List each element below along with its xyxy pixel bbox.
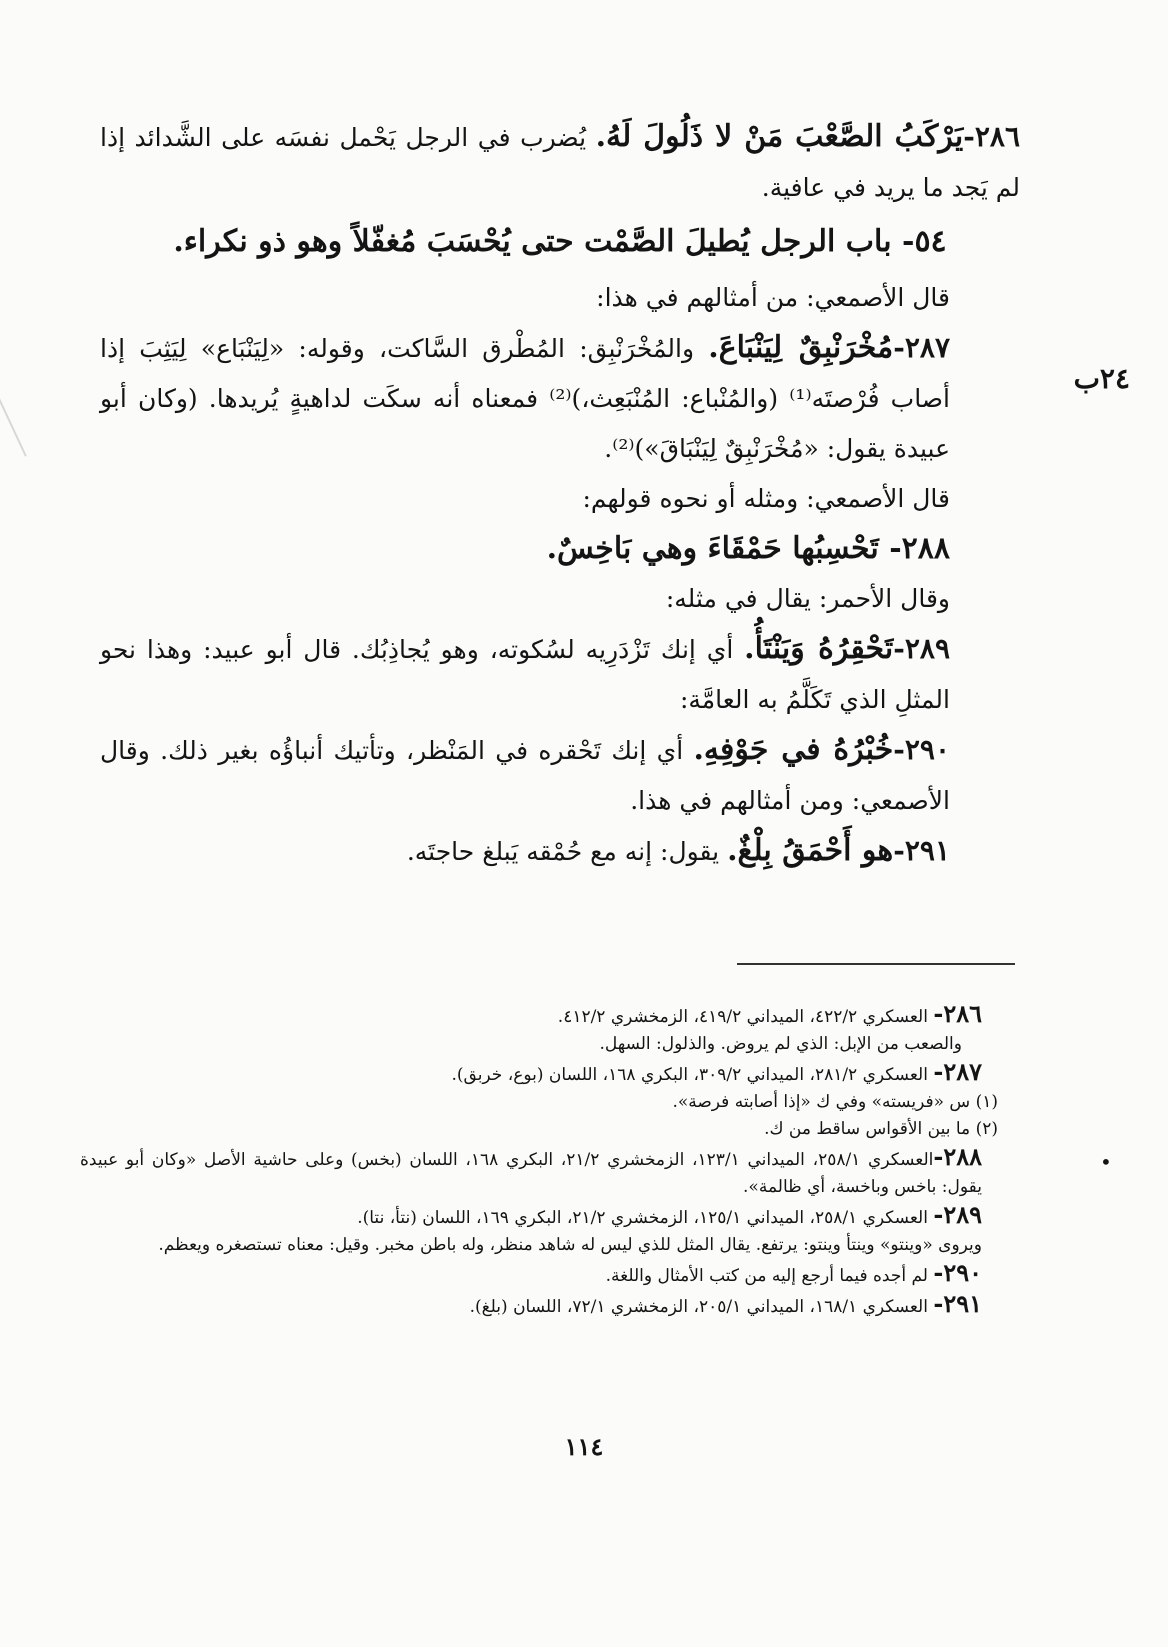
proverb-288: ٢٨٨- تَحْسِبُها حَمْقَاءَ وهي بَاخِسٌ. — [546, 531, 950, 566]
proverb-text: هو أَحْمَقُ بِلْغٌ. — [727, 833, 894, 868]
ink-dot: • — [1100, 1150, 1112, 1174]
page-number: ١١٤ — [564, 1432, 604, 1461]
note-290 — [80, 1259, 1020, 1290]
note-number: ٢٩١- — [933, 1289, 982, 1318]
proverb-number: ٢٨٧- — [893, 331, 950, 364]
note-text: العسكري ٢٨١/٢، الميداني ٣٠٩/٢، البكري ١٦٨، اللسان (بوع، خربق). — [451, 1065, 934, 1085]
note-number: ٢٨٦- — [933, 999, 982, 1028]
proverb-number: ٢٨٦- — [963, 120, 1021, 153]
proverb-289 — [100, 624, 1020, 725]
footnote-separator — [737, 963, 1015, 965]
note-text: العسكري ٤٢٢/٢، الميداني ٤١٩/٢، الزمخشري ٤١٢/٢. — [557, 1007, 934, 1027]
note-text: العسكري ١٦٨/١، الميداني ٢٠٥/١، الزمخشري ٧٢/١، اللسان (بلغ). — [469, 1297, 934, 1317]
proverb-number: ٢٩٠- — [893, 733, 950, 766]
main-text — [100, 112, 1020, 877]
paper-crease — [0, 383, 27, 456]
proverb-286 — [100, 112, 1020, 213]
proverb-explanation: أي إنك تَزْدَرِيه لسُكوته، وهو يُجاذِبُك. قال أبو عبيد: وهذا نحو المثلِ الذي تَكَلَّمُ به العامَّة: — [100, 635, 950, 714]
note-286-gloss: والصعب من الإبل: الذي لم يروض. والذلول: السهل. — [599, 1034, 962, 1054]
proverb-number: ٢٨٩- — [893, 632, 951, 665]
intro-line-3: وقال الأحمر: يقال في مثله: — [665, 584, 950, 613]
note-number: ٢٩٠- — [933, 1258, 982, 1287]
footnotes — [80, 1000, 1020, 1321]
margin-folio-marker: ٢٤ب — [1073, 362, 1130, 395]
proverb-explanation: يقول: إنه مع حُمْقه يَبلغ حاجتَه. — [406, 837, 728, 866]
footnote-2: (٢) ما بين الأقواس ساقط من ك. — [764, 1119, 998, 1139]
chapter-heading: ٥٤- باب الرجل يُطيلَ الصَّمْت حتى يُحْسَبَ مُغفّلاً وهو ذو نكراء. — [173, 224, 947, 259]
note-text: العسكري ٢٥٨/١، الميداني ١٢٥/١، الزمخشري ٢١/٢، البكري ١٦٩، اللسان (نتأ، نتا). — [357, 1208, 934, 1228]
note-289-gloss: ويروى «وينتو» وينتأ وينتو: يرتفع. يقال المثل للذي ليس له شاهد منظر، وله باطن مخبر. وقيل: معناه تستصغره ويعظم. — [158, 1235, 982, 1255]
proverb-text: تَحْقِرُهُ وَيَنْتَأُ. — [744, 631, 894, 666]
note-286 — [80, 1000, 1020, 1031]
proverb-287 — [100, 323, 1020, 474]
footnote-1: (١) س «فريسته» وفي ك «إذا أصابته فرصة». — [672, 1092, 998, 1112]
proverb-text: يَرْكَبُ الصَّعْبَ مَنْ لا ذَلُولَ لَهُ. — [595, 119, 964, 154]
proverb-text: مُخْرَنْبِقٌ لِيَنْبَاعَ. — [708, 330, 894, 365]
proverb-text: خُبْرُهُ في جَوْفِهِ. — [693, 732, 894, 767]
intro-line-2: قال الأصمعي: ومثله أو نحوه قولهم: — [582, 484, 950, 513]
note-287 — [80, 1058, 1020, 1089]
intro-line-1: قال الأصمعي: من أمثالهم في هذا: — [596, 283, 950, 312]
note-number: ٢٨٧- — [933, 1057, 982, 1086]
note-text: العسكري ٢٥٨/١، الميداني ١٢٣/١، الزمخشري ٢١/٢، البكري ١٦٨، اللسان (بخس) وعلى حاشية الأصل «وكان أبو عبيدة يقول: باخس وباخسة، أي ظالمة». — [80, 1150, 982, 1197]
note-291 — [80, 1290, 1020, 1321]
note-289 — [80, 1201, 1020, 1232]
note-288 — [80, 1143, 1020, 1201]
note-number: ٢٨٩- — [933, 1200, 982, 1229]
proverb-number: ٢٩١- — [893, 834, 950, 867]
note-text: لم أجده فيما أرجع إليه من كتب الأمثال واللغة. — [605, 1266, 934, 1286]
note-number: ٢٨٨- — [933, 1142, 983, 1171]
proverb-291 — [100, 826, 1020, 877]
proverb-explanation: والمُخْرَنْبِق: المُطْرق السَّاكت، وقوله: «لِيَنْبَاع» لِيَثِبَ إذا أصاب فُرْصتَه⁽¹⁾ (والمُنْباع: المُنْبَعِث،)⁽²⁾ فمعناه أنه سكَت لداهيةٍ يُريدها. (وكان أبو عبيدة يقول: «مُخْرَنْبِقٌ لِيَنْبَاقَ»)⁽²⁾. — [100, 334, 950, 463]
proverb-explanation: يُضرب في الرجل يَحْمل نفسَه على الشَّدائد إذا لم يَجد ما يريد في عافية. — [100, 123, 1020, 202]
proverb-explanation: أي إنك تَحْقره في المَنْظر، وتأتيك أنباؤُه بغير ذلك. وقال الأصمعي: ومن أمثالهم في هذا. — [100, 736, 950, 815]
proverb-290 — [100, 725, 1020, 826]
